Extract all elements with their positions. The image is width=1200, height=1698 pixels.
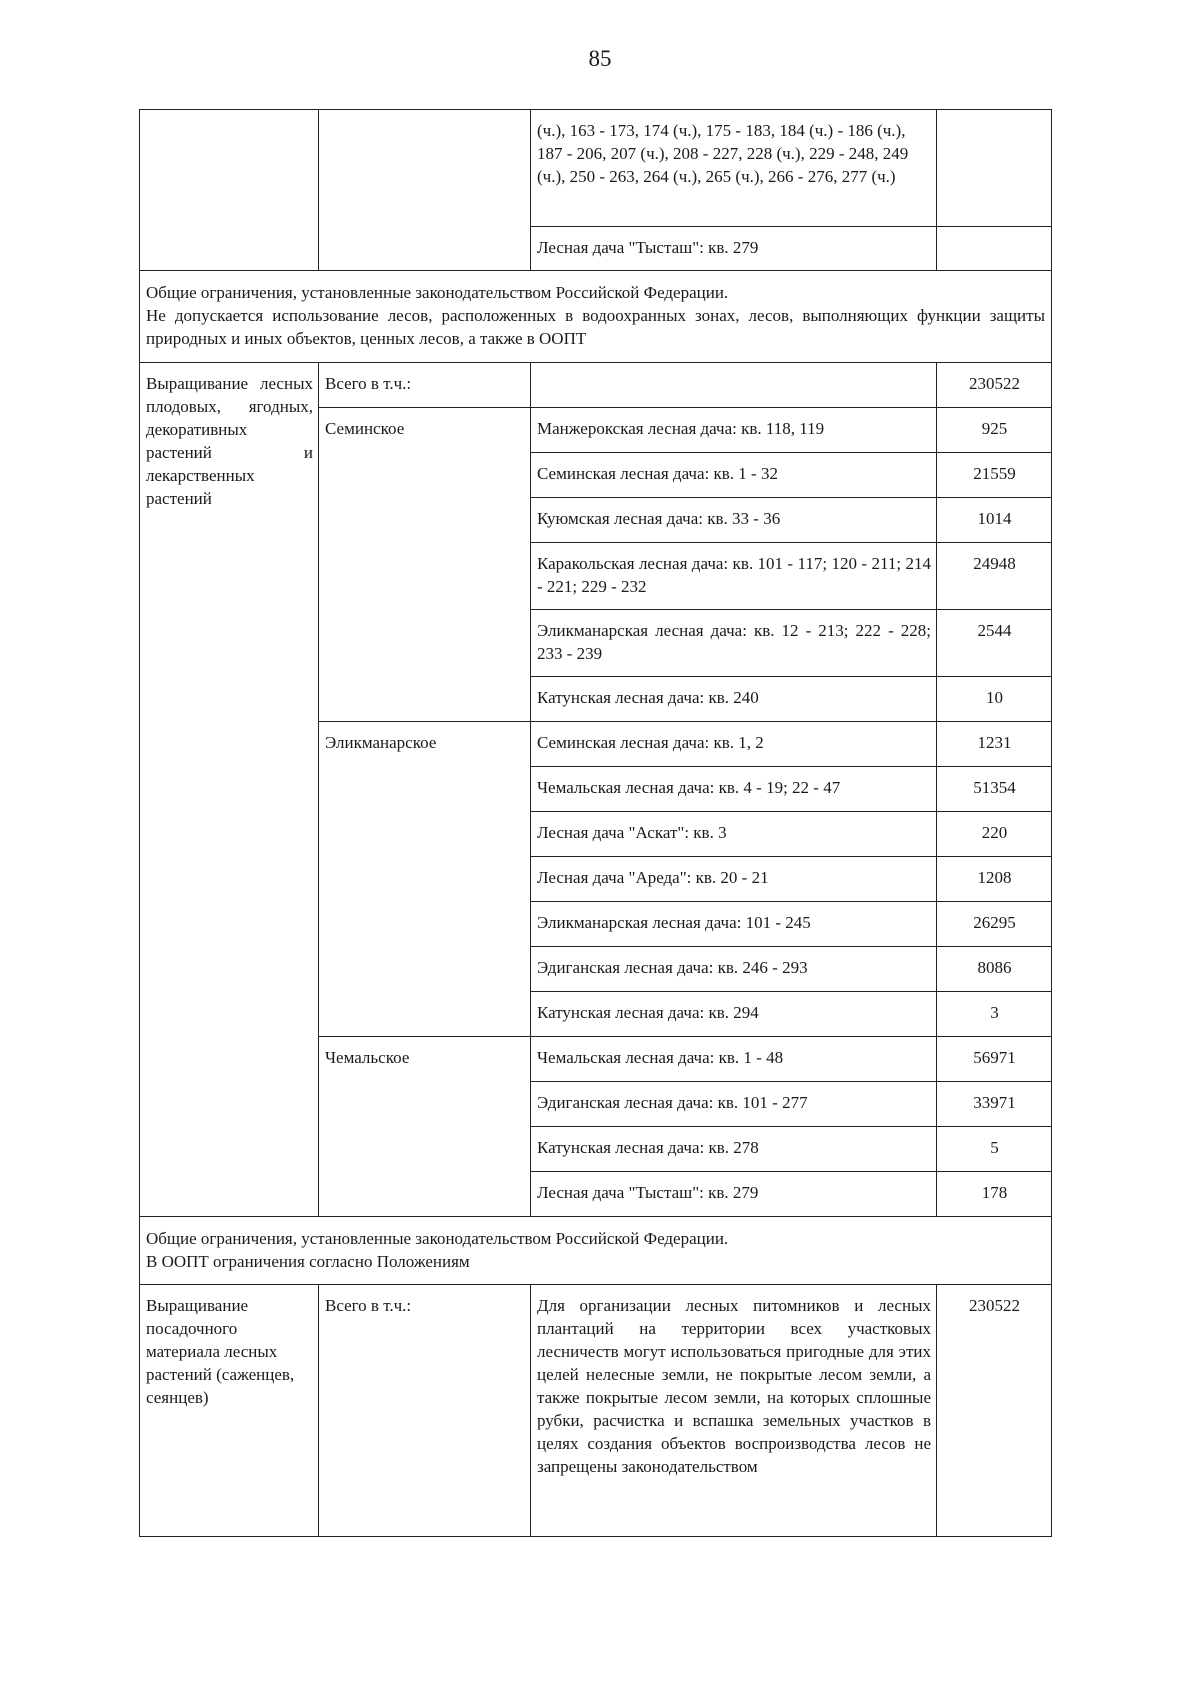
area-cell: 220: [937, 812, 1052, 857]
area-cell: 925: [937, 408, 1052, 453]
total-label: Всего в т.ч.:: [319, 363, 531, 408]
location-cell: Чемальская лесная дача: кв. 4 - 19; 22 - 47: [531, 767, 937, 812]
description-cell: Для организации лесных питомников и лесных плантаций на территории всех участковых лесничеств могут использоваться пригодные для этих целей нелесные земли, не покрытые лесом земли, а также покрытые лесом земли, на которых сплошные рубки, расчистка и вспашка земельных участков в целях создания объектов воспроизводства лесов не запрещены законодательством: [531, 1285, 937, 1537]
location-cell: Катунская лесная дача: кв. 278: [531, 1127, 937, 1172]
location-cell: Катунская лесная дача: кв. 240: [531, 677, 937, 722]
area-cell: 24948: [937, 543, 1052, 610]
activity-cell: [140, 110, 319, 271]
note-line: Общие ограничения, установленные законодательством Российской Федерации.: [146, 1229, 729, 1248]
location-cell: Катунская лесная дача: кв. 294: [531, 992, 937, 1037]
area-cell: 178: [937, 1172, 1052, 1217]
area-cell: 3: [937, 992, 1052, 1037]
note-line: Общие ограничения, установленные законодательством Российской Федерации.: [146, 283, 729, 302]
location-cell: Эликманарская лесная дача: кв. 12 - 213; 222 - 228; 233 - 239: [531, 610, 937, 677]
location-cell: Семинская лесная дача: кв. 1, 2: [531, 722, 937, 767]
location-cell: Лесная дача "Тысташ": кв. 279: [531, 227, 937, 271]
location-cell: Каракольская лесная дача: кв. 101 - 117; 120 - 211; 214 - 221; 229 - 232: [531, 543, 937, 610]
restrictions-note-row: [140, 1217, 1052, 1285]
activity-cell: Выращивание посадочного материала лесных растений (саженцев, сеянцев): [140, 1285, 319, 1537]
page-number: 85: [588, 46, 612, 71]
table-row: [140, 1285, 1052, 1537]
area-cell: 230522: [937, 363, 1052, 408]
area-cell: 1014: [937, 498, 1052, 543]
location-cell: Чемальская лесная дача: кв. 1 - 48: [531, 1037, 937, 1082]
total-label: Всего в т.ч.:: [319, 1285, 531, 1537]
district-cell: Чемальское: [319, 1037, 531, 1217]
note-line: В ООПТ ограничения согласно Положениям: [146, 1252, 470, 1271]
area-cell: 8086: [937, 947, 1052, 992]
area-cell: 51354: [937, 767, 1052, 812]
location-cell: [531, 363, 937, 408]
location-cell: Эдиганская лесная дача: кв. 101 - 277: [531, 1082, 937, 1127]
restrictions-note: [140, 1217, 1052, 1285]
area-cell: 21559: [937, 453, 1052, 498]
location-cell: Эликманарская лесная дача: 101 - 245: [531, 902, 937, 947]
location-cell: Семинская лесная дача: кв. 1 - 32: [531, 453, 937, 498]
area-cell: [937, 227, 1052, 271]
table-row: [140, 110, 1052, 227]
restrictions-note-row: [140, 271, 1052, 363]
location-cell: Лесная дача "Аскат": кв. 3: [531, 812, 937, 857]
area-cell: 5: [937, 1127, 1052, 1172]
district-cell: Семинское: [319, 408, 531, 722]
area-cell: 230522: [937, 1285, 1052, 1537]
area-cell: 26295: [937, 902, 1052, 947]
area-cell: 1208: [937, 857, 1052, 902]
area-cell: [937, 110, 1052, 227]
district-cell: [319, 110, 531, 271]
area-cell: 2544: [937, 610, 1052, 677]
area-cell: 10: [937, 677, 1052, 722]
area-cell: 33971: [937, 1082, 1052, 1127]
location-cell: Эдиганская лесная дача: кв. 246 - 293: [531, 947, 937, 992]
location-cell: Лесная дача "Тысташ": кв. 279: [531, 1172, 937, 1217]
restrictions-table: [139, 109, 1052, 1537]
activity-cell: Выращивание лесных плодовых, ягодных, декоративных растений и лекарственных растений: [140, 363, 319, 1217]
location-cell: (ч.), 163 - 173, 174 (ч.), 175 - 183, 184 (ч.) - 186 (ч.), 187 - 206, 207 (ч.), 208 - 227, 228 (ч.), 229 - 248, 249 (ч.), 250 - 263, 264 (ч.), 265 (ч.), 266 - 276, 277 (ч.): [531, 110, 937, 227]
location-cell: Куюмская лесная дача: кв. 33 - 36: [531, 498, 937, 543]
note-line: Не допускается использование лесов, расположенных в водоохранных зонах, лесов, выполняющих функции защиты природных и иных объектов, ценных лесов, а также в ООПТ: [146, 306, 1045, 348]
location-cell: Лесная дача "Ареда": кв. 20 - 21: [531, 857, 937, 902]
area-cell: 1231: [937, 722, 1052, 767]
table-row: [140, 363, 1052, 408]
area-cell: 56971: [937, 1037, 1052, 1082]
district-cell: Эликманарское: [319, 722, 531, 1037]
restrictions-note: [140, 271, 1052, 363]
location-cell: Манжерокская лесная дача: кв. 118, 119: [531, 408, 937, 453]
